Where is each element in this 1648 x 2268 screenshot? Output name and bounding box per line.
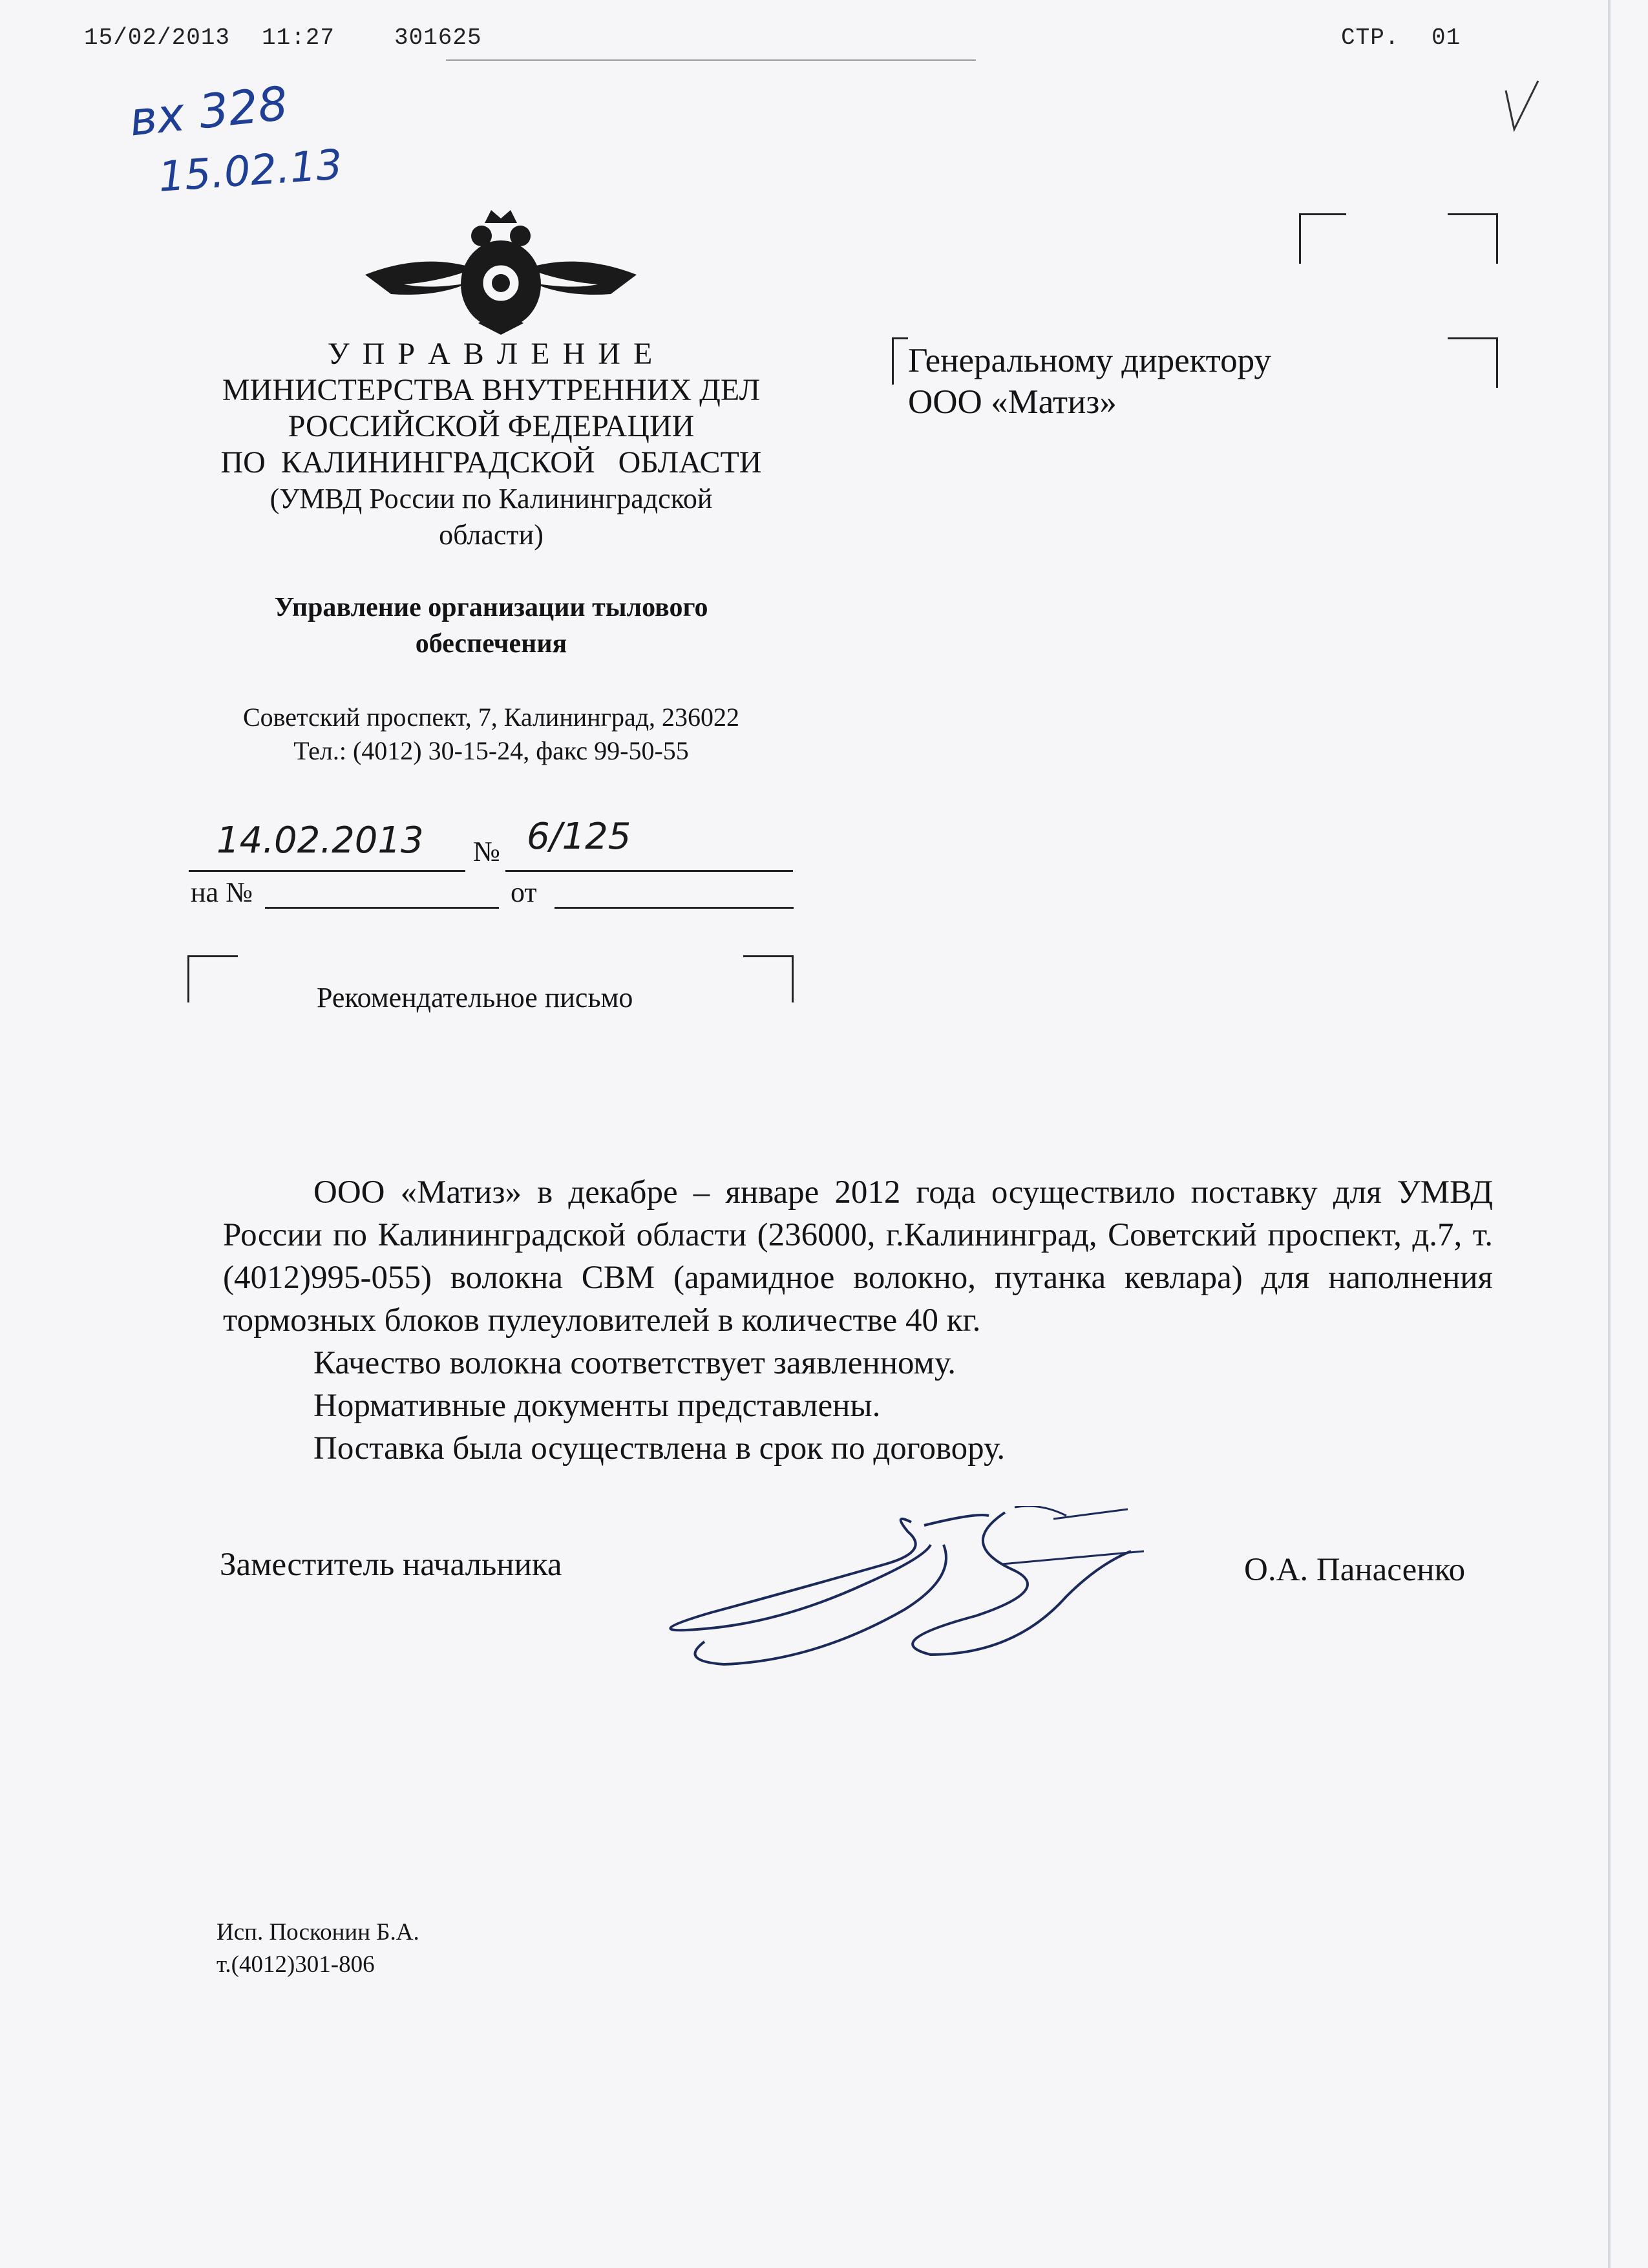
recipient-bracket-right <box>1448 337 1498 388</box>
fax-time: 11:27 <box>262 25 335 51</box>
signer-position: Заместитель начальника <box>220 1547 562 1583</box>
registration-number-line <box>505 870 793 872</box>
department-line-2: обеспечения <box>415 629 567 659</box>
fax-number: 301625 <box>394 25 482 51</box>
address-line-1: Советский проспект, 7, Калининград, 236022 <box>242 703 740 732</box>
recipient-bracket-left <box>892 337 908 385</box>
fax-date: 15/02/2013 <box>84 25 231 51</box>
body-line-4: Поставка была осуществлена в срок по договору. <box>313 1430 1006 1467</box>
subject-corner-right <box>743 955 794 1002</box>
incoming-date: 15.02.13 <box>156 141 344 202</box>
registration-number-label: № <box>473 836 500 867</box>
org-line-1: У П Р А В Л Е Н И Е <box>327 337 655 371</box>
executor-name: Исп. Посконин Б.А. <box>217 1919 419 1945</box>
registration-date-line <box>189 870 465 872</box>
ref-number-line <box>265 907 499 909</box>
handwritten-signature <box>653 1506 1144 1674</box>
scan-edge <box>1608 0 1611 2268</box>
department-line-1: Управление организации тылового <box>274 593 708 622</box>
org-line-2: МИНИСТЕРСТВА ВНУТРЕННИХ ДЕЛ <box>222 373 761 407</box>
recipient-corner-left <box>1299 213 1346 264</box>
registration-number: 6/125 <box>527 816 631 858</box>
recipient-corner-right <box>1448 213 1498 264</box>
fax-header-rule <box>446 59 976 61</box>
org-line-6: области) <box>439 519 544 551</box>
executor-phone: т.(4012)301-806 <box>217 1951 375 1978</box>
fax-page-number: 01 <box>1431 25 1461 51</box>
subject-corner-left <box>187 955 238 1002</box>
ref-number-label: на № <box>191 876 253 908</box>
check-mark-icon <box>1503 78 1541 136</box>
fax-page-label: СТР. <box>1341 25 1400 51</box>
org-line-4: ПО КАЛИНИНГРАДСКОЙ ОБЛАСТИ <box>220 445 762 480</box>
incoming-number: вх 328 <box>127 76 291 147</box>
recipient-line-2: ООО «Матиз» <box>908 383 1117 421</box>
org-line-5: (УМВД России по Калининградской <box>269 483 713 514</box>
body-line-2: Качество волокна соответствует заявленному. <box>313 1345 956 1381</box>
subject-title: Рекомендательное письмо <box>317 982 633 1013</box>
address-line-2: Тел.: (4012) 30-15-24, факс 99-50-55 <box>293 736 689 765</box>
body-line-3: Нормативные документы представлены. <box>313 1388 881 1424</box>
ref-from-label: от <box>511 876 537 908</box>
body-paragraph-1: ООО «Матиз» в декабре – январе 2012 года осуществило поставку для УМВД России по Калининградской области (236000, г.Калининград, Советский проспект, д.7, т.(4012)995-055) волокна СВМ (арамидное волокно, путанка кевлара) для наполнения тормозных блоков пулеуловителей в количестве 40 кг. <box>223 1174 1493 1339</box>
signer-name: О.А. Панасенко <box>1244 1552 1466 1588</box>
org-line-3: РОССИЙСКОЙ ФЕДЕРАЦИИ <box>288 409 695 443</box>
double-headed-eagle-emblem <box>365 207 637 336</box>
recipient-line-1: Генеральному директору <box>908 342 1271 379</box>
registration-date: 14.02.2013 <box>217 820 424 862</box>
ref-from-line <box>555 907 794 909</box>
